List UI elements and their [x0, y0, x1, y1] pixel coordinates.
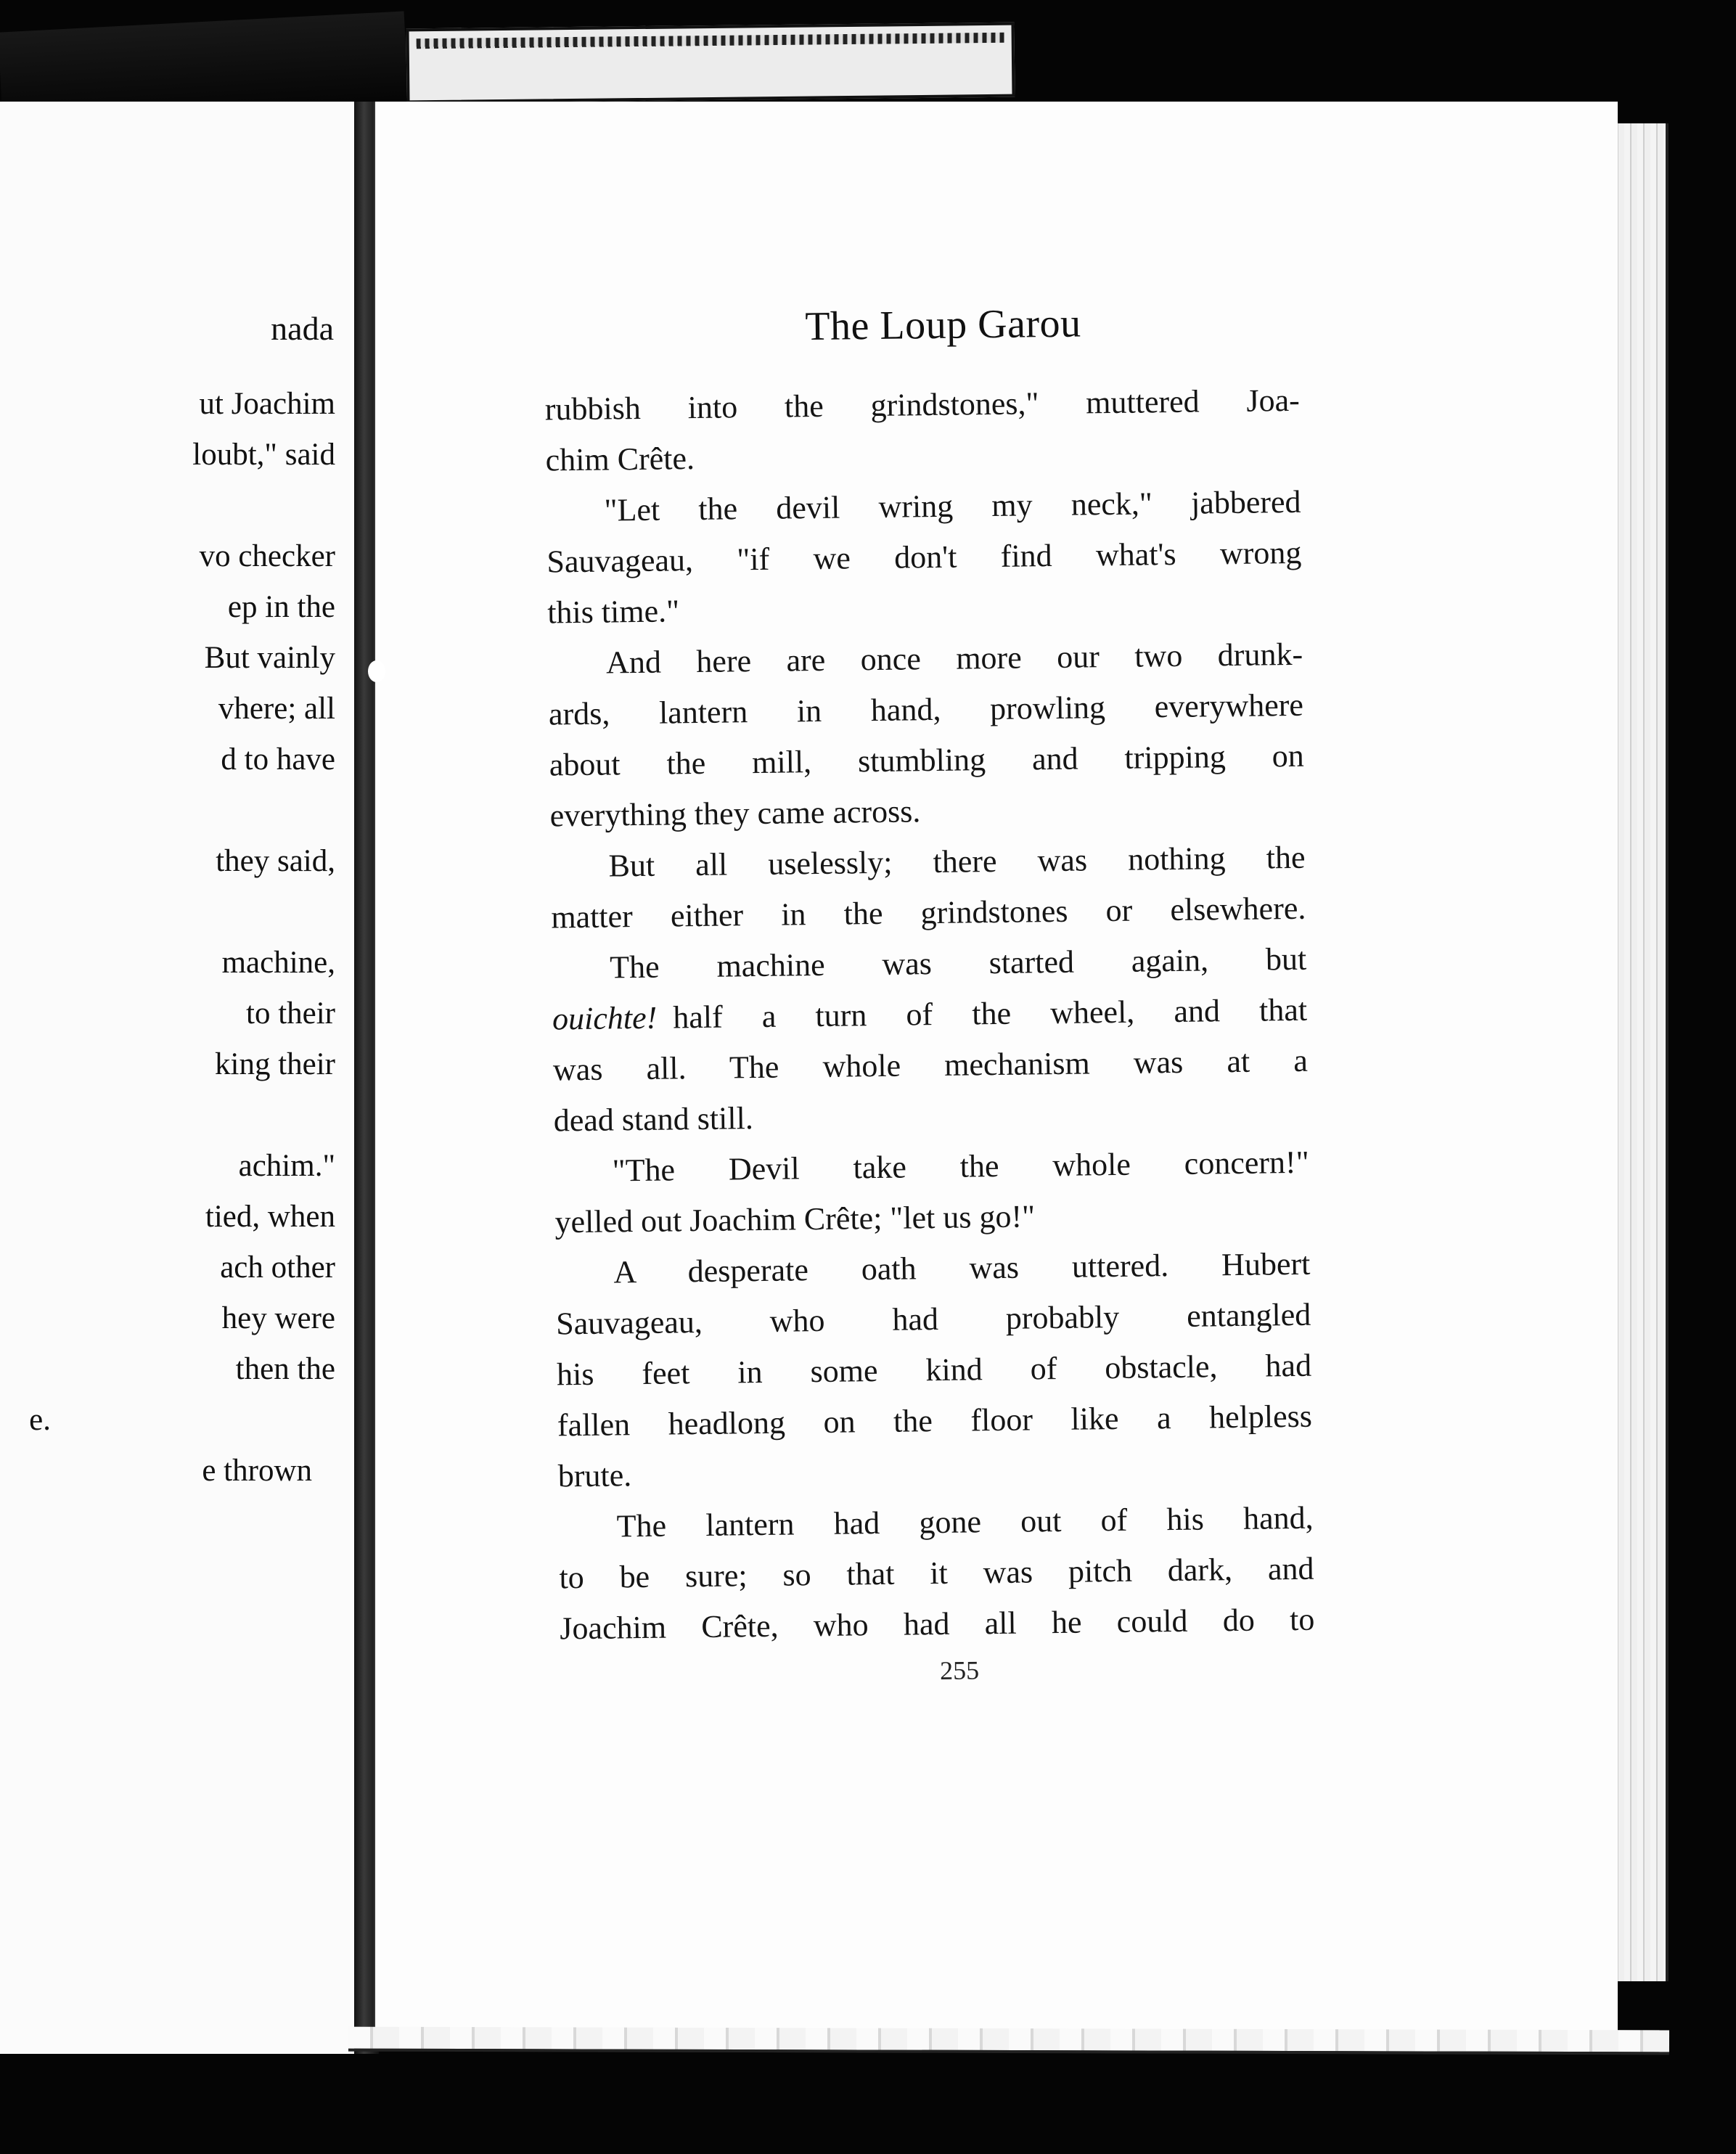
text-line: And here are once more our two drunk-	[605, 636, 1303, 681]
left-line: to their	[246, 996, 335, 1031]
text-line: this time."	[546, 593, 680, 631]
page-body	[364, 94, 1629, 2044]
text-line: rubbish into the grindstones," muttered Joa-	[544, 382, 1301, 427]
left-running-head: nada	[271, 310, 334, 347]
text-line: yelled out Joachim Crête; "let us go!"	[554, 1198, 1036, 1240]
left-page-text	[7, 102, 356, 2054]
text-line: "The Devil take the whole concern!"	[612, 1144, 1309, 1189]
text-line: dead stand still.	[553, 1100, 754, 1139]
book-binding-strip	[406, 22, 1015, 104]
left-line: e thrown	[202, 1454, 312, 1488]
left-line: they said,	[216, 844, 335, 878]
left-line: ep in the	[227, 590, 335, 624]
text-line: matter either in the grindstones or elsewhere.	[551, 890, 1306, 935]
text-line: was all. The whole mechanism was at a	[552, 1042, 1309, 1088]
left-page	[0, 102, 358, 2054]
text-line: brute.	[557, 1457, 632, 1494]
left-line: king their	[215, 1047, 335, 1081]
left-line: d to have	[221, 742, 335, 777]
left-line: then the	[235, 1352, 335, 1386]
text-line: fallen headlong on the floor like a helpless	[557, 1398, 1313, 1443]
text-line: The lantern had gone out of his hand,	[616, 1499, 1314, 1544]
text-line: Sauvageau, "if we don't find what's wrong	[546, 534, 1302, 580]
italic-interjection: ouichte!	[552, 999, 658, 1037]
text-line: chim Crête.	[545, 441, 695, 478]
right-page	[374, 102, 1618, 2036]
text-line: to be sure; so that it was pitch dark, and	[559, 1550, 1314, 1596]
left-line: tied, when	[205, 1200, 335, 1234]
left-line: machine,	[221, 946, 335, 980]
text-line: Joachim Crête, who had all he could do to	[560, 1601, 1315, 1647]
left-line: achim."	[238, 1149, 335, 1183]
left-line: hey were	[221, 1301, 335, 1335]
left-line: loubt," said	[192, 438, 335, 472]
left-line: vhere; all	[218, 692, 335, 726]
text-line: But all uselessly; there was nothing the	[608, 839, 1306, 884]
text-line-with-italic	[552, 991, 1308, 1037]
text-line: Sauvageau, who had probably entangled	[555, 1296, 1311, 1342]
text-line: everything they came across.	[549, 793, 921, 834]
left-line: vo checker	[199, 539, 335, 573]
left-line: ut Joachim	[199, 387, 335, 421]
text-line: ards, lantern in hand, prowling everywhere	[548, 687, 1304, 732]
page-bottom-edge	[348, 2027, 1669, 2055]
page-number: 255	[939, 1655, 980, 1686]
text-line: The machine was started again, but	[609, 941, 1307, 986]
running-head: The Loup Garou	[805, 300, 1081, 350]
text-line: his feet in some kind of obstacle, had	[556, 1347, 1312, 1393]
text-line: A desperate oath was uttered. Hubert	[613, 1245, 1311, 1290]
text-line: about the mill, stumbling and tripping on	[549, 737, 1305, 783]
left-line: e.	[29, 1403, 51, 1437]
left-line: ach other	[220, 1250, 335, 1285]
text-line-rest: half a turn of the wheel, and that	[672, 991, 1308, 1036]
text-line: "Let the devil wring my neck," jabbered	[604, 483, 1301, 528]
left-line: But vainly	[204, 641, 335, 675]
